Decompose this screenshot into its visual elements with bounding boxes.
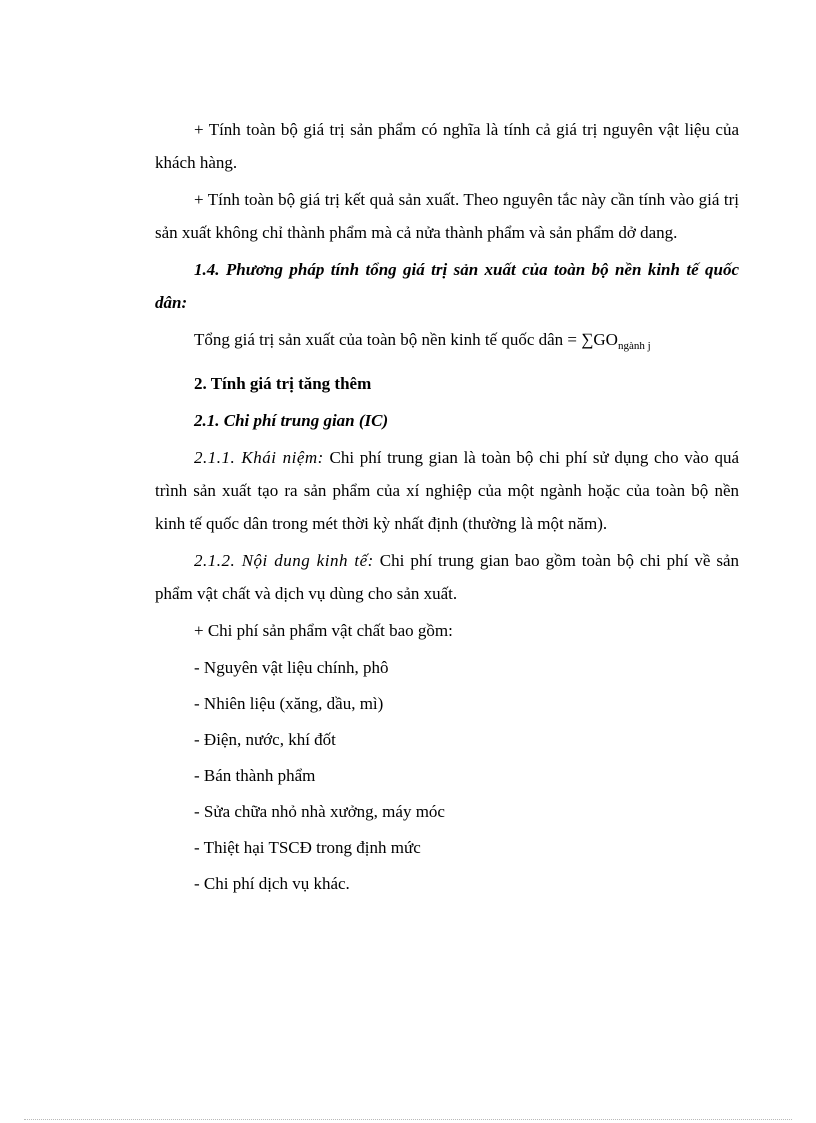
paragraph-2-1-2 [155, 544, 739, 610]
list-item: - Thiệt hại TSCĐ trong định mức [194, 838, 421, 857]
label-2-1-2: 2.1.2. Nội dung kinh tế: [194, 551, 374, 570]
paragraph-product-value: + Tính toàn bộ giá trị sản phẩm có nghĩa là tính cả giá trị nguyên vật liệu của khách hàng. [155, 120, 739, 172]
heading-2-1: 2.1. Chi phí trung gian (IC) [194, 411, 389, 430]
list-item: - Chi phí dịch vụ khác. [194, 874, 350, 893]
list-item: - Nhiên liệu (xăng, dầu, mì) [194, 694, 384, 713]
formula-line [155, 323, 739, 363]
material-cost-list [155, 651, 739, 900]
list-item: - Bán thành phẩm [194, 766, 316, 785]
paragraph-2-1-1 [155, 441, 739, 540]
formula-subscript: ngành j [617, 340, 651, 352]
list-item: - Nguyên vật liệu chính, phô [194, 658, 389, 677]
text-2-1-2: Chi phí trung gian bao gồm toàn bộ chi phí về sản phẩm vật chất và dịch vụ dùng cho sản xuất. [155, 551, 739, 603]
text-2-1-1: Chi phí trung gian là toàn bộ chi phí sử dụng cho vào quá trình sản xuất tạo ra sản phẩm của xí nghiệp của một ngành hoặc của toàn bộ nền kinh tế quốc dân trong mét thời kỳ nhất định (thường là một năm). [155, 448, 739, 533]
heading-2: 2. Tính giá trị tăng thêm [194, 374, 372, 393]
paragraph-production-result: + Tính toàn bộ giá trị kết quả sản xuất. Theo nguyên tắc này cần tính vào giá trị sản xuất không chỉ thành phẩm mà cả nửa thành phẩm và sản phẩm dở dang. [155, 190, 739, 242]
label-2-1-1: 2.1.1. Khái niệm: [194, 448, 324, 467]
formula-text: Tổng giá trị sản xuất của toàn bộ nền kinh tế quốc dân = ∑GO [194, 330, 618, 349]
document-page [155, 113, 739, 903]
material-cost-intro: + Chi phí sản phẩm vật chất bao gồm: [194, 621, 453, 640]
heading-1-4: 1.4. Phương pháp tính tổng giá trị sản xuất của toàn bộ nền kinh tế quốc dân: [155, 260, 739, 312]
page-footer-divider [24, 1119, 792, 1120]
list-item: - Điện, nước, khí đốt [194, 730, 336, 749]
list-item: - Sửa chữa nhỏ nhà xưởng, máy móc [194, 802, 445, 821]
